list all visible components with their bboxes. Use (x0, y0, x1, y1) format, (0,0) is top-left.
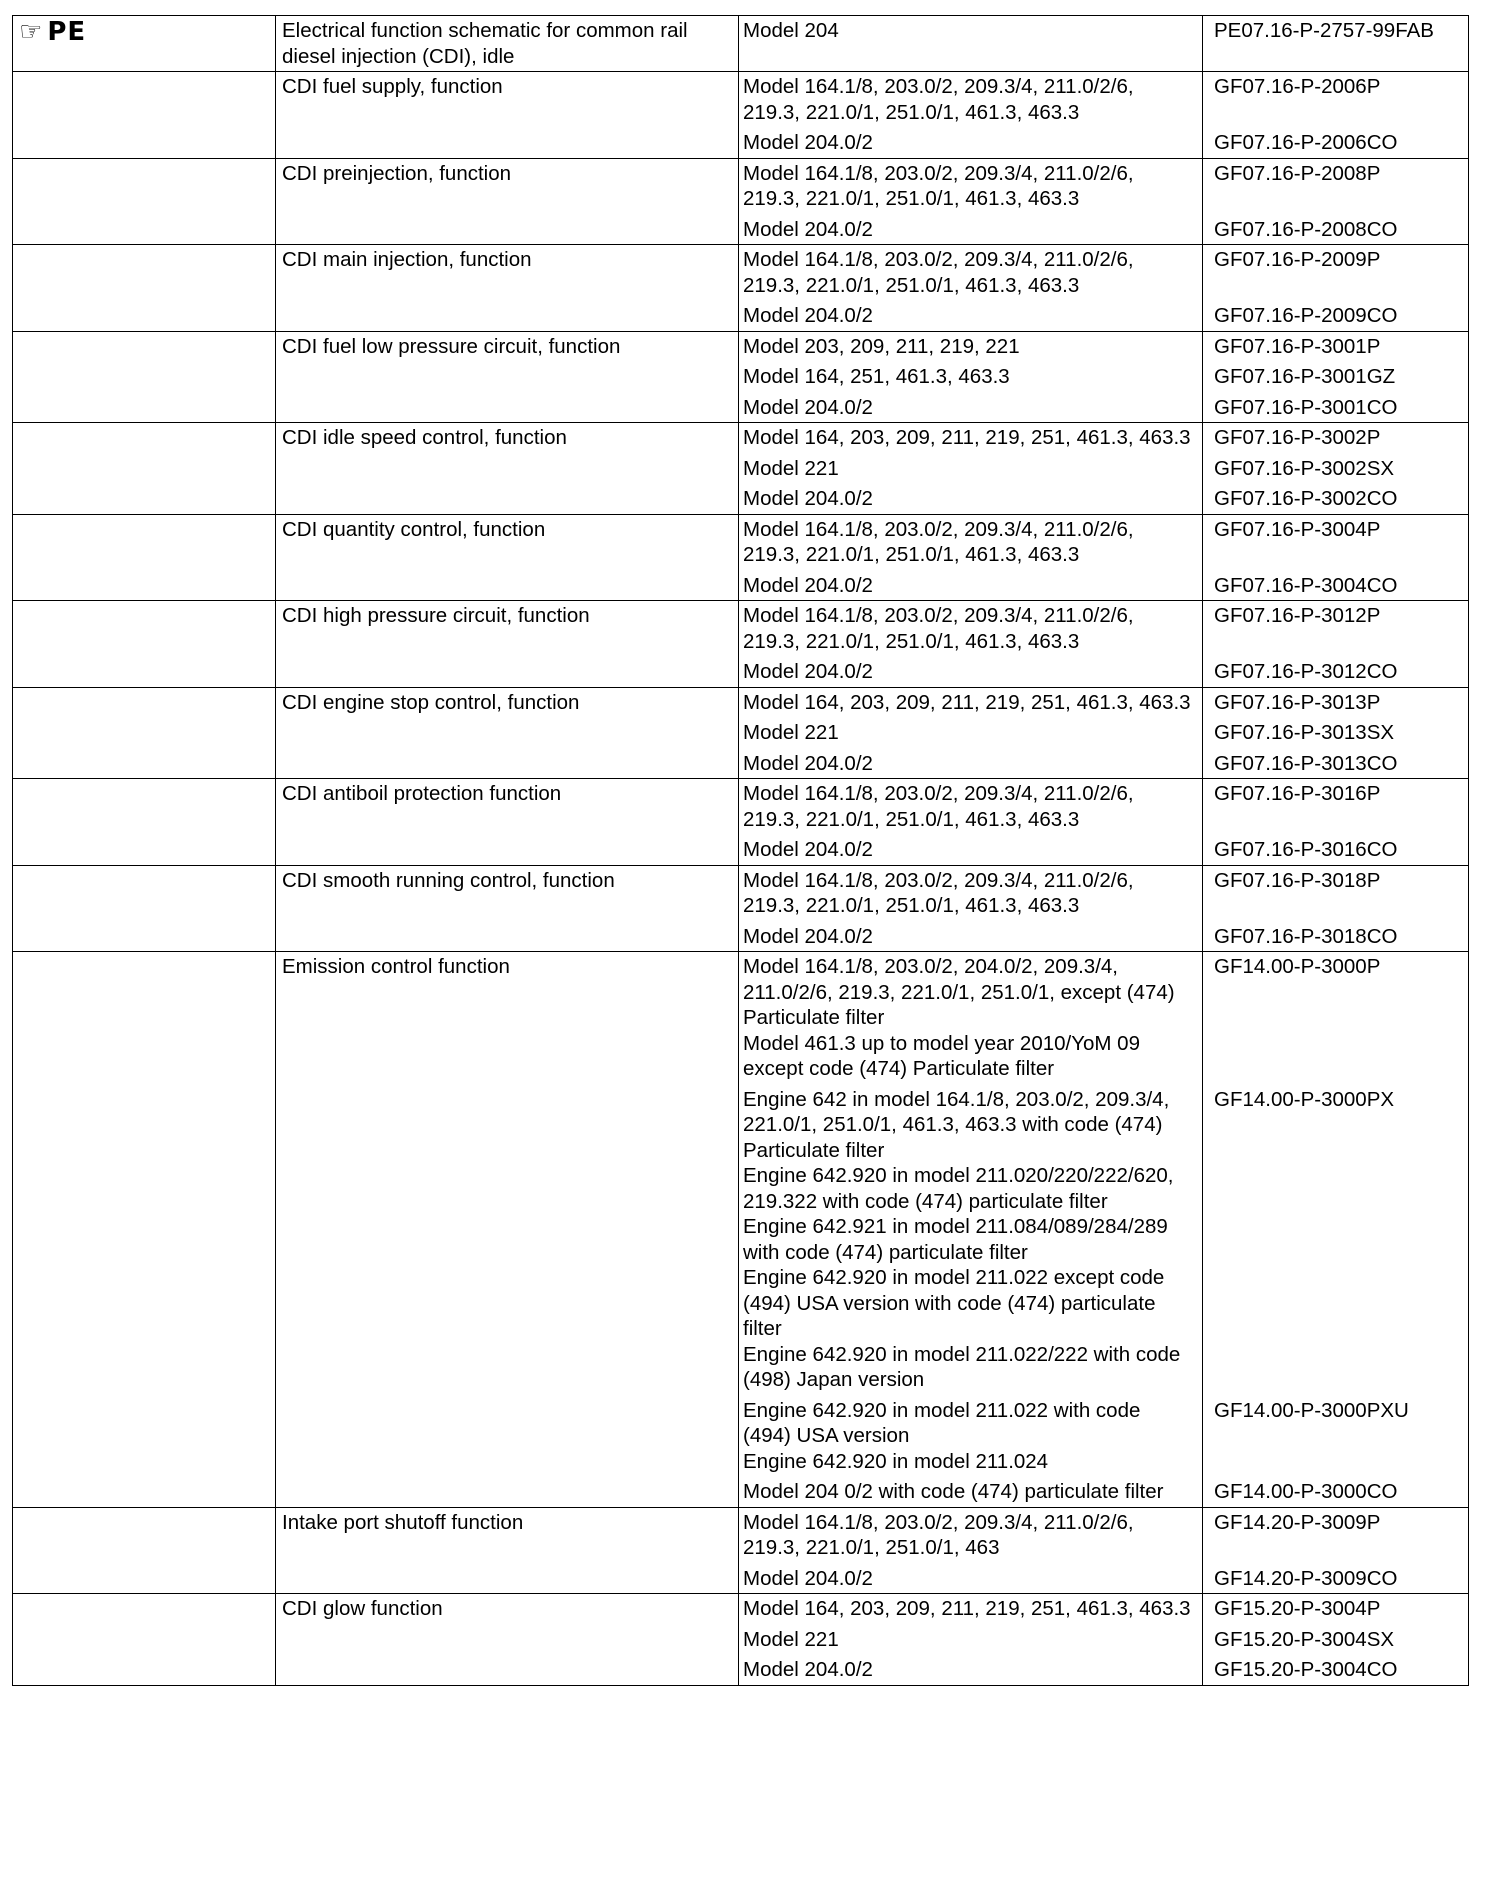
model-description (739, 1627, 1202, 1653)
entries-cell (739, 1507, 1469, 1594)
model-description (739, 18, 1202, 44)
model-line: Model 204 (743, 19, 839, 42)
function-title-cell (276, 1507, 739, 1594)
marker-cell (13, 1507, 276, 1594)
model-line: Model 164.1/8, 203.0/2, 209.3/4, 211.0/2/6, 219.3, 221.0/1, 251.0/1, 461.3, 463.3 (743, 161, 1134, 210)
function-title-cell (276, 72, 739, 159)
pointing-hand-icon: ☞ (19, 17, 44, 47)
model-line: Model 164.1/8, 203.0/2, 209.3/4, 211.0/2/6, 219.3, 221.0/1, 251.0/1, 461.3, 463.3 (743, 517, 1134, 566)
model-entry (739, 868, 1468, 919)
model-line: Engine 642.920 in model 211.024 (743, 1449, 1049, 1473)
model-entry (739, 1566, 1468, 1592)
function-title: CDI high pressure circuit, function (282, 604, 590, 627)
document-number[interactable]: GF14.00-P-3000PX (1214, 1087, 1395, 1111)
model-line: Model 164.1/8, 203.0/2, 209.3/4, 211.0/2/6, 219.3, 221.0/1, 251.0/1, 461.3, 463.3 (743, 604, 1134, 653)
document-number[interactable]: GF07.16-P-3012CO (1214, 660, 1398, 683)
function-title: CDI engine stop control, function (282, 690, 580, 714)
model-description (739, 1087, 1202, 1393)
model-line: Model 221 (743, 1627, 839, 1651)
function-title-cell (276, 601, 739, 688)
model-description (739, 130, 1202, 156)
model-line: Model 204.0/2 (743, 487, 873, 510)
model-description (739, 868, 1202, 919)
model-line: Model 164, 203, 209, 211, 219, 251, 461.3, 463.3 (743, 426, 1191, 449)
table-row (13, 865, 1469, 952)
model-entry (739, 1087, 1468, 1393)
model-description (739, 1657, 1202, 1683)
model-line: Model 204.0/2 (743, 1566, 873, 1590)
function-title-cell (276, 331, 739, 423)
model-entry (739, 247, 1468, 298)
model-line: Engine 642 in model 164.1/8, 203.0/2, 209.3/4, 221.0/1, 251.0/1, 461.3, 463.3 with code (474) Particulate filter (743, 1087, 1170, 1162)
document-number[interactable]: GF15.20-P-3004CO (1214, 1658, 1398, 1681)
entries-cell (739, 72, 1469, 159)
table-row (13, 16, 1469, 72)
marker-cell (13, 331, 276, 423)
function-title-cell (276, 423, 739, 515)
marker-cell (13, 687, 276, 779)
document-number[interactable]: GF14.20-P-3009P (1214, 1510, 1381, 1534)
table-row (13, 601, 1469, 688)
model-line: Model 164.1/8, 203.0/2, 209.3/4, 211.0/2/6, 219.3, 221.0/1, 251.0/1, 461.3, 463.3 (743, 868, 1134, 917)
model-description (739, 1596, 1202, 1622)
model-line: Model 204.0/2 (743, 217, 873, 241)
model-description (739, 74, 1202, 125)
document-number[interactable]: GF07.16-P-3016CO (1214, 838, 1398, 861)
model-entry (739, 161, 1468, 212)
model-entry (739, 751, 1468, 777)
table-row (13, 1507, 1469, 1594)
model-description (739, 303, 1202, 329)
model-line: Model 204.0/2 (743, 660, 873, 683)
model-description (739, 456, 1202, 482)
model-line: Model 204.0/2 (743, 751, 873, 775)
model-description (739, 247, 1202, 298)
model-line: Model 204.0/2 (743, 1658, 873, 1681)
document-number[interactable]: GF07.16-P-2006CO (1214, 131, 1398, 154)
document-table (12, 15, 1469, 1686)
document-number[interactable]: GF07.16-P-3001P (1214, 334, 1381, 358)
model-line: Model 221 (743, 456, 839, 480)
function-title: CDI quantity control, function (282, 517, 546, 541)
document-number[interactable]: GF07.16-P-2009P (1214, 248, 1381, 271)
document-number[interactable]: GF14.20-P-3009CO (1214, 1566, 1398, 1590)
model-entry (739, 395, 1468, 421)
function-title: CDI fuel supply, function (282, 75, 503, 98)
document-number[interactable]: GF07.16-P-2006P (1214, 75, 1381, 98)
document-number[interactable]: GF15.20-P-3004SX (1214, 1627, 1395, 1651)
marker-cell (13, 1594, 276, 1686)
model-description (739, 603, 1202, 654)
model-entry (739, 720, 1468, 746)
model-entry (739, 924, 1468, 950)
model-line: Model 204.0/2 (743, 573, 873, 597)
model-description (739, 573, 1202, 599)
model-entry (739, 781, 1468, 832)
function-title: CDI preinjection, function (282, 161, 512, 185)
model-entry (739, 954, 1468, 1082)
model-entry (739, 1657, 1468, 1683)
entries-cell (739, 423, 1469, 515)
model-entry (739, 1627, 1468, 1653)
model-description (739, 690, 1202, 716)
model-entry (739, 425, 1468, 451)
model-line: Model 164, 203, 209, 211, 219, 251, 461.3, 463.3 (743, 690, 1191, 714)
model-line: Model 164.1/8, 203.0/2, 204.0/2, 209.3/4, 211.0/2/6, 219.3, 221.0/1, 251.0/1, except (474) Particulate filter (743, 955, 1175, 1029)
model-description (739, 425, 1202, 451)
model-line: Model 204.0/2 (743, 924, 873, 948)
model-entry (739, 837, 1468, 863)
model-entry (739, 486, 1468, 512)
model-description (739, 781, 1202, 832)
document-number[interactable]: GF14.00-P-3000PXU (1214, 1398, 1409, 1422)
marker-cell (13, 158, 276, 245)
model-description (739, 1566, 1202, 1592)
entries-cell (739, 952, 1469, 1508)
model-entry (739, 659, 1468, 685)
table-row (13, 952, 1469, 1508)
entries-cell (739, 865, 1469, 952)
model-description (739, 659, 1202, 685)
model-entry (739, 1479, 1468, 1505)
marker-cell (13, 423, 276, 515)
model-entry (739, 517, 1468, 568)
marker-cell (13, 514, 276, 601)
model-line: Engine 642.920 in model 211.022 except code (494) USA version with code (474) particulate filter (743, 1266, 1165, 1340)
model-description (739, 720, 1202, 746)
document-number[interactable]: GF07.16-P-3002SX (1214, 456, 1395, 480)
model-description (739, 334, 1202, 360)
document-number[interactable]: GF07.16-P-3018P (1214, 868, 1381, 892)
marker-cell (13, 72, 276, 159)
function-title: CDI idle speed control, function (282, 426, 567, 449)
model-line: Model 164.1/8, 203.0/2, 209.3/4, 211.0/2/6, 219.3, 221.0/1, 251.0/1, 461.3, 463.3 (743, 248, 1134, 297)
model-line: Model 204.0/2 (743, 131, 873, 154)
entries-cell (739, 1594, 1469, 1686)
document-number[interactable]: GF07.16-P-3004CO (1214, 573, 1398, 597)
model-description (739, 1398, 1202, 1475)
pe-marker (13, 16, 275, 50)
model-line: Model 164.1/8, 203.0/2, 209.3/4, 211.0/2/6, 219.3, 221.0/1, 251.0/1, 463 (743, 1510, 1134, 1559)
function-title: CDI antiboil protection function (282, 782, 562, 805)
model-description (739, 161, 1202, 212)
document-number[interactable]: GF07.16-P-3013CO (1214, 751, 1398, 775)
model-description (739, 1479, 1202, 1505)
model-line: Model 164, 251, 461.3, 463.3 (743, 365, 1010, 388)
model-line: Model 164.1/8, 203.0/2, 209.3/4, 211.0/2/6, 219.3, 221.0/1, 251.0/1, 461.3, 463.3 (743, 782, 1134, 831)
marker-cell (13, 16, 276, 72)
function-title: CDI smooth running control, function (282, 868, 615, 892)
entries-cell (739, 245, 1469, 332)
model-entry (739, 334, 1468, 360)
marker-cell (13, 601, 276, 688)
model-line: Model 221 (743, 721, 839, 744)
model-entry (739, 690, 1468, 716)
entries-cell (739, 779, 1469, 866)
entries-cell (739, 331, 1469, 423)
table-row (13, 72, 1469, 159)
function-title-cell (276, 245, 739, 332)
function-title: CDI fuel low pressure circuit, function (282, 334, 621, 358)
table-row (13, 245, 1469, 332)
model-line: Engine 642.920 in model 211.020/220/222/620, 219.322 with code (474) particulate filter (743, 1164, 1174, 1213)
document-number[interactable]: GF07.16-P-3002P (1214, 426, 1381, 449)
function-title-cell (276, 1594, 739, 1686)
function-title-cell (276, 158, 739, 245)
document-number[interactable]: GF14.00-P-3000CO (1214, 1480, 1398, 1503)
model-line: Engine 642.920 in model 211.022/222 with code (498) Japan version (743, 1342, 1181, 1391)
marker-cell (13, 779, 276, 866)
model-description (739, 751, 1202, 777)
document-number[interactable]: GF07.16-P-3002CO (1214, 487, 1398, 510)
document-number[interactable]: PE07.16-P-2757-99FAB (1214, 19, 1434, 42)
table-row (13, 158, 1469, 245)
document-number[interactable]: GF07.16-P-3018CO (1214, 924, 1398, 948)
document-number[interactable]: GF07.16-P-2008CO (1214, 217, 1398, 241)
model-line: Engine 642.920 in model 211.022 with code (494) USA version (743, 1398, 1141, 1447)
document-number[interactable]: GF07.16-P-3004P (1214, 517, 1381, 541)
table-row (13, 331, 1469, 423)
model-entry (739, 364, 1468, 390)
function-title: Emission control function (282, 955, 510, 978)
function-title: CDI glow function (282, 1597, 443, 1620)
function-title: Intake port shutoff function (282, 1510, 524, 1534)
model-description (739, 486, 1202, 512)
model-line: Model 203, 209, 211, 219, 221 (743, 334, 1020, 358)
model-description (739, 954, 1202, 1082)
entries-cell (739, 601, 1469, 688)
model-entry (739, 603, 1468, 654)
document-number[interactable]: GF07.16-P-3016P (1214, 782, 1381, 805)
function-title-cell (276, 687, 739, 779)
model-line: Model 461.3 up to model year 2010/YoM 09 except code (474) Particulate filter (743, 1031, 1140, 1080)
function-title-cell (276, 865, 739, 952)
function-title-cell (276, 779, 739, 866)
table-row (13, 779, 1469, 866)
document-number[interactable]: GF07.16-P-3013SX (1214, 721, 1395, 744)
model-description (739, 837, 1202, 863)
document-number[interactable]: GF07.16-P-3012P (1214, 604, 1381, 627)
model-description (739, 217, 1202, 243)
marker-cell (13, 952, 276, 1508)
document-number[interactable]: GF07.16-P-3013P (1214, 690, 1381, 714)
model-description (739, 924, 1202, 950)
document-number[interactable]: GF07.16-P-2009CO (1214, 304, 1398, 327)
function-title-cell (276, 514, 739, 601)
document-number[interactable]: GF07.16-P-3001GZ (1214, 365, 1396, 388)
model-line: Model 164.1/8, 203.0/2, 209.3/4, 211.0/2/6, 219.3, 221.0/1, 251.0/1, 461.3, 463.3 (743, 75, 1134, 124)
document-number[interactable]: GF07.16-P-2008P (1214, 161, 1381, 185)
model-entry (739, 303, 1468, 329)
table-row (13, 687, 1469, 779)
model-entry (739, 456, 1468, 482)
model-entry (739, 1398, 1468, 1475)
model-line: Model 204.0/2 (743, 304, 873, 327)
model-entry (739, 130, 1468, 156)
marker-cell (13, 245, 276, 332)
model-entry (739, 18, 1468, 44)
model-entry (739, 1510, 1468, 1561)
marker-cell (13, 865, 276, 952)
model-entry (739, 1596, 1468, 1622)
function-title-cell (276, 952, 739, 1508)
function-title: Electrical function schematic for common rail diesel injection (CDI), idle (282, 19, 688, 68)
model-description (739, 364, 1202, 390)
entries-cell (739, 16, 1469, 72)
model-line: Model 204.0/2 (743, 838, 873, 861)
pe-marker-label: PE (47, 17, 87, 47)
document-number[interactable]: GF07.16-P-3001CO (1214, 395, 1398, 419)
table-row (13, 1594, 1469, 1686)
table-row (13, 514, 1469, 601)
model-entry (739, 573, 1468, 599)
document-number[interactable]: GF15.20-P-3004P (1214, 1597, 1381, 1620)
model-description (739, 517, 1202, 568)
document-number[interactable]: GF14.00-P-3000P (1214, 955, 1381, 978)
model-entry (739, 217, 1468, 243)
function-title-cell (276, 16, 739, 72)
entries-cell (739, 158, 1469, 245)
model-entry (739, 74, 1468, 125)
model-line: Model 164, 203, 209, 211, 219, 251, 461.3, 463.3 (743, 1597, 1191, 1620)
model-line: Engine 642.921 in model 211.084/089/284/289 with code (474) particulate filter (743, 1215, 1168, 1264)
table-row (13, 423, 1469, 515)
document-table-body (13, 16, 1469, 1686)
function-title: CDI main injection, function (282, 248, 532, 271)
model-line: Model 204.0/2 (743, 395, 873, 419)
model-line: Model 204 0/2 with code (474) particulate filter (743, 1480, 1164, 1503)
model-description (739, 1510, 1202, 1561)
entries-cell (739, 514, 1469, 601)
model-description (739, 395, 1202, 421)
entries-cell (739, 687, 1469, 779)
